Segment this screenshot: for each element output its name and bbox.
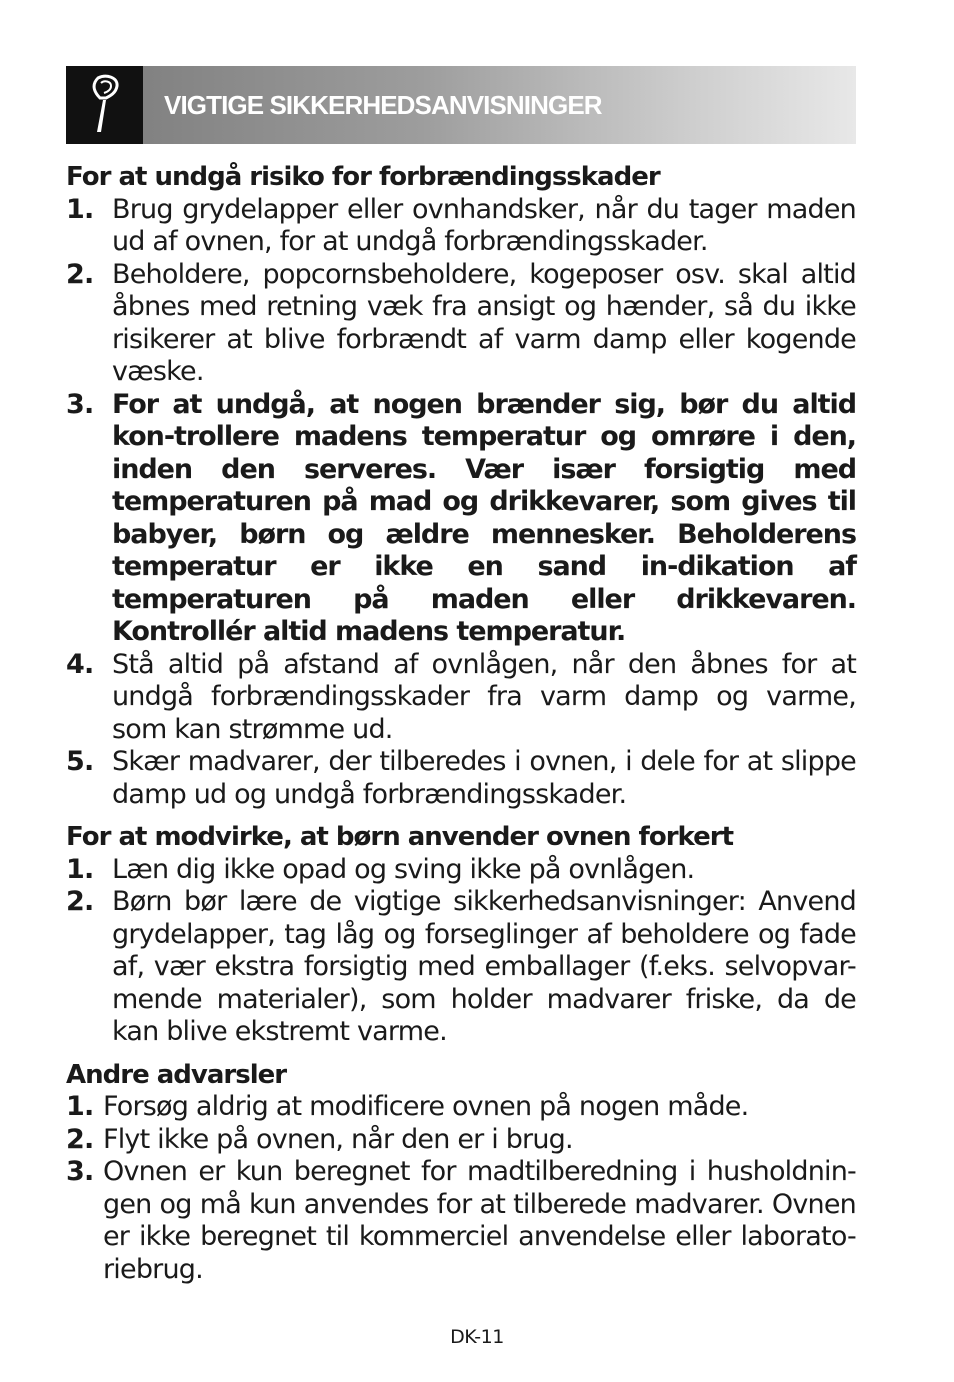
item-text: Børn bør lære de vigtige sikkerhedsanvisninger: Anvend grydelapper, tag låg og forseglinger af beholdere og fade af, vær ekstra forsigtig med emballager (f.eks. selvopvar-mende materialer), som holder madvarer friske, da de kan blive ekstremt varme. [112,886,856,1047]
item-number: 2. [66,1123,94,1155]
item-number: 3. [66,388,94,420]
banner-title: VIGTIGE SIKKERHEDSANVISNINGER [164,90,602,120]
content [66,160,856,1286]
warning-icon-box [66,66,143,144]
item-text: Stå altid på afstand af ovnlågen, når den åbnes for at undgå forbrændingsskader fra varm damp og varme, som kan strømme ud. [112,648,856,745]
section-heading: Andre advarsler [66,1059,287,1090]
item-number: 3. [66,1156,94,1187]
list-item [66,1156,856,1286]
item-number: 1. [66,853,94,885]
item-text: Forsøg aldrig at modificere ovnen på nogen måde. [103,1091,749,1122]
item-text: For at undgå, at nogen brænder sig, bør du altid kon-trollere madens temperatur og omrøre i den, inden den serveres. Vær især forsigtig med temperaturen på mad og drikkevarer, som gives til babyer, børn og ældre mennesker. Beholderens temperatur er ikke en sand in-dikation af temperaturen på maden eller drikkevaren. Kontrollér altid madens temperatur. [112,388,856,647]
list-item [66,194,856,259]
section-banner [66,66,856,144]
item-text: Flyt ikke på ovnen, når den er i brug. [103,1123,573,1155]
exclamation-icon [84,74,124,136]
section-heading: For at undgå risiko for forbrændingsskader [66,162,660,192]
list-item [66,886,856,1049]
section-list [66,854,856,1049]
item-number: 2. [66,886,94,917]
item-number: 2. [66,258,94,290]
list-item [66,854,856,887]
item-text: Læn dig ikke opad og sving ikke på ovnlågen. [112,853,695,885]
item-number: 1. [66,1091,94,1122]
section-list [66,194,856,812]
list-item [66,1124,856,1157]
list-item [66,1091,856,1124]
item-number: 4. [66,648,94,680]
item-number: 1. [66,193,94,225]
section-list [66,1091,856,1286]
section-heading: For at modvirke, at børn anvender ovnen forkert [66,822,734,852]
item-text: Skær madvarer, der tilberedes i ovnen, i dele for at slippe damp ud og undgå forbrændingsskader. [112,746,856,810]
list-item [66,746,856,811]
item-text: Brug grydelapper eller ovnhandsker, når du tager maden ud af ovnen, for at undgå forbrændingsskader. [112,193,856,257]
page-number: DK-11 [450,1326,504,1348]
list-item [66,649,856,747]
item-text: Ovnen er kun beregnet for madtilberedning i husholdnin-gen og må kun anvendes for at tilberede madvarer. Ovnen er ikke beregnet til kommerciel anvendelse eller laborato-riebrug. [103,1156,856,1285]
item-text: Beholdere, popcornsbeholdere, kogeposer osv. skal altid åbnes med retning væk fra ansigt og hænder, så du ikke risikerer at blive forbrændt af varm damp eller kogende væske. [112,258,856,387]
item-number: 5. [66,746,94,777]
list-item [66,389,856,649]
list-item [66,259,856,389]
